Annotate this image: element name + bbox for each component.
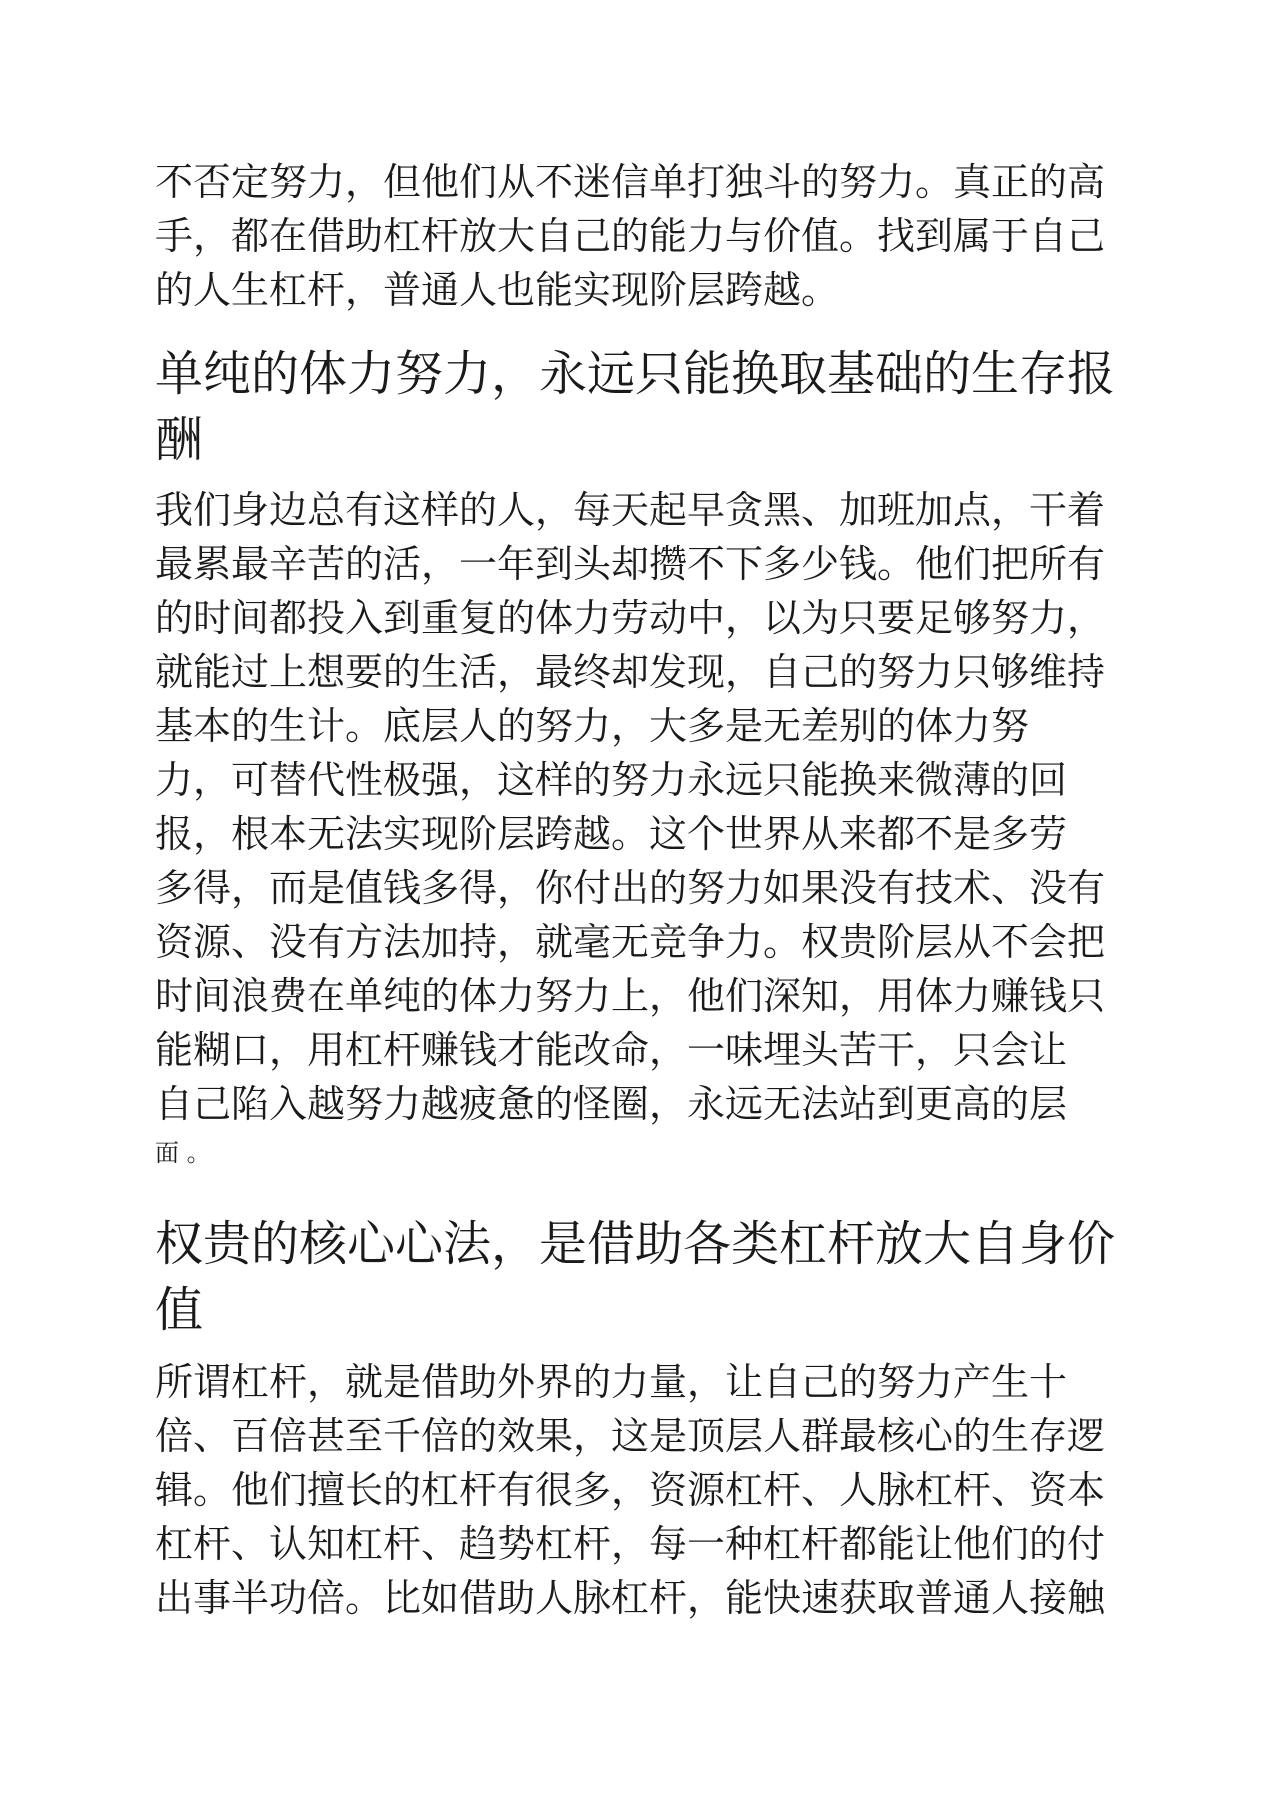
heading-line: 单纯的体力努力，永远只能换取基础的生存报 [155, 346, 1115, 402]
document-page [155, 155, 1115, 1625]
text-line: 力，可替代性极强，这样的努力永远只能换来微薄的回 [155, 758, 1068, 802]
text-line: 报，根本无法实现阶层跨越。这个世界从来都不是多劳 [155, 812, 1068, 856]
text-line: 不否定努力，但他们从不迷信单打独斗的努力。真正的高 [155, 160, 1106, 204]
text-line: 时间浪费在单纯的体力努力上，他们深知，用体力赚钱只 [155, 974, 1106, 1018]
heading-line: 酬 [155, 412, 204, 468]
section-heading-1 [155, 341, 1115, 473]
heading-line: 权贵的核心心法，是借助各类杠杆放大自身价 [155, 1216, 1115, 1272]
text-line: 所谓杠杆，就是借助外界的力量，让自己的努力产生十 [155, 1360, 1068, 1404]
text-line: 倍、百倍甚至千倍的效果，这是顶层人群最核心的生存逻 [155, 1414, 1106, 1458]
text-line: 能糊口，用杠杆赚钱才能改命，一味埋头苦干，只会让 [155, 1028, 1068, 1072]
text-line: 手，都在借助杠杆放大自己的能力与价值。找到属于自己 [155, 214, 1106, 258]
text-line: 资源、没有方法加持，就毫无竞争力。权贵阶层从不会把 [155, 920, 1106, 964]
text-line: 的时间都投入到重复的体力劳动中，以为只要足够努力， [155, 596, 1106, 640]
text-line: 面 。 [155, 1139, 211, 1167]
text-line: 基本的生计。底层人的努力，大多是无差别的体力努 [155, 704, 1030, 748]
text-line: 就能过上想要的生活，最终却发现，自己的努力只够维持 [155, 650, 1106, 694]
section-heading-2 [155, 1211, 1115, 1343]
section-2-paragraph [155, 1355, 1115, 1625]
text-line: 出事半功倍。比如借助人脉杠杆，能快速获取普通人接触 [155, 1576, 1106, 1620]
text-line: 多得，而是值钱多得，你付出的努力如果没有技术、没有 [155, 866, 1106, 910]
text-line: 的人生杠杆，普通人也能实现阶层跨越。 [155, 268, 840, 312]
heading-line: 值 [155, 1282, 204, 1338]
text-line: 我们身边总有这样的人，每天起早贪黑、加班加点，干着 [155, 488, 1106, 532]
text-line: 最累最辛苦的活，一年到头却攒不下多少钱。他们把所有 [155, 542, 1106, 586]
intro-paragraph [155, 155, 1115, 317]
section-1-paragraph [155, 483, 1115, 1175]
text-line: 辑。他们擅长的杠杆有很多，资源杠杆、人脉杠杆、资本 [155, 1468, 1106, 1512]
text-line: 自己陷入越努力越疲惫的怪圈，永远无法站到更高的层 [155, 1082, 1068, 1126]
text-line: 杠杆、认知杠杆、趋势杠杆，每一种杠杆都能让他们的付 [155, 1522, 1106, 1566]
